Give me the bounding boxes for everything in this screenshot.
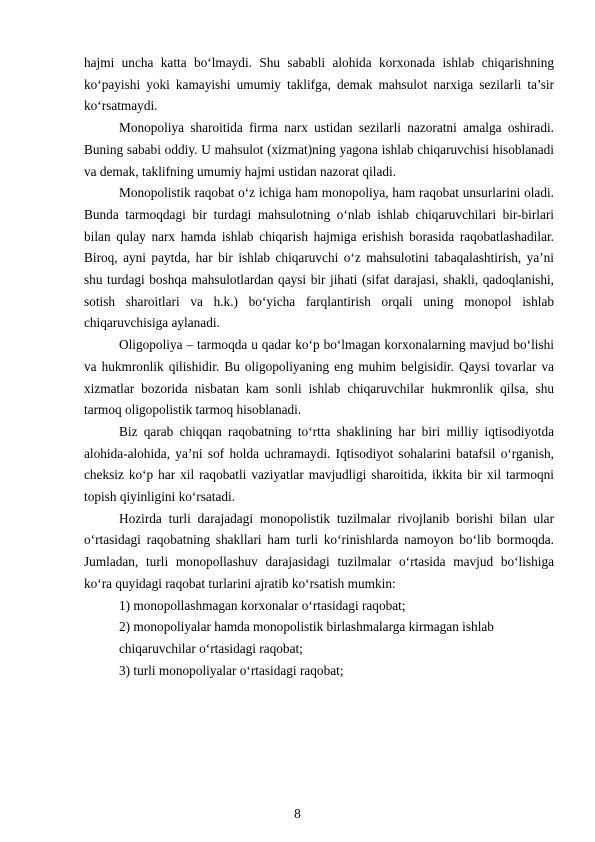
paragraph-monopoly: Monopoliya sharoitida firma narx ustidan sezilarli nazoratni amalga oshiradi. Buning sababi oddiy. U mahsulot (xizmat)ning yagona ishlab chiqaruvchisi hisoblanadi va demak, taklifning umumiy hajmi ustidan nazorat qiladi. <box>84 120 554 179</box>
page-number: 8 <box>294 806 301 821</box>
list-item-3: 3) turli monopoliyalar o‘rtasidagi raqobat; <box>119 662 344 678</box>
document-page <box>84 52 554 681</box>
list-item-1: 1) monopollashmagan korxonalar o‘rtasidagi raqobat; <box>119 597 406 613</box>
paragraph-oligopoly: Oligopoliya – tarmoqda u qadar ko‘p bo‘lmagan korxonalarning mavjud bo‘lishi va hukmronlik qilishidir. Bu oligopoliyaning eng muhim belgisidir. Qaysi tovarlar va xizmatlar bozorida nisbatan kam sonli ishlab chiqaruvchilar hukmronlik qilsa, shu tarmoq oligopolistik tarmoq hisoblanadi. <box>84 337 554 418</box>
paragraph-competition-forms: Biz qarab chiqqan raqobatning to‘rtta shaklining har biri milliy iqtisodiyotda alohida-alohida, ya’ni sof holda uchramaydi. Iqtisodiyot sohalarini batafsil o‘rganish, cheksiz ko‘p har xil raqobatli vaziyatlar mavjudligi sharoitida, ikkita bir xil tarmoqni topish qiyinligini ko‘rsatadi. <box>84 423 554 505</box>
paragraph-continuation: hajmi uncha katta bo‘lmaydi. Shu sababli alohida korxonada ishlab chiqarishning ko‘payishi yoki kamayishi umumiy taklifga, demak mahsulot narxiga sezilarli ta’sir ko‘rsatmaydi. <box>84 55 554 114</box>
list-item-2-continuation: chiqaruvchilar o‘rtasidagi raqobat; <box>119 640 303 656</box>
paragraph-monopolistic-competition: Monopolistik raqobat o‘z ichiga ham monopoliya, ham raqobat unsurlarini oladi. Bunda tarmoqdagi bir turdagi mahsulotning o‘nlab ishlab chiqaruvchilari bir-birlari bilan qulay narx hamda ishlab chiqarish hajmiga erishish borasida raqobatlashadilar. Biroq, ayni paytda, har bir ishlab chiqaruvchi o‘z mahsulotini tabaqalashtirish, ya’ni shu turdagi boshqa mahsulotlardan qaysi bir jihati (sifat darajasi, shakli, qadoqlanishi, sotish sharoitlari va h.k.) bo‘yicha farqlantirish orqali uning monopol ishlab chiqaruvchisiga aylanadi. <box>84 185 554 331</box>
list-item-2: 2) monopoliyalar hamda monopolistik birlashmalarga kirmagan ishlab <box>119 619 494 635</box>
paragraph-competition-types: Hozirda turli darajadagi monopolistik tuzilmalar rivojlanib borishi bilan ular o‘rtasidagi raqobatning shakllari ham turli ko‘rinishlarda namoyon bo‘lib bormoqda. Jumladan, turli monopollashuv darajasidagi tuzilmalar o‘rtasida mavjud bo‘lishiga ko‘ra quyidagi raqobat turlarini ajratib ko‘rsatish mumkin: <box>84 510 554 591</box>
